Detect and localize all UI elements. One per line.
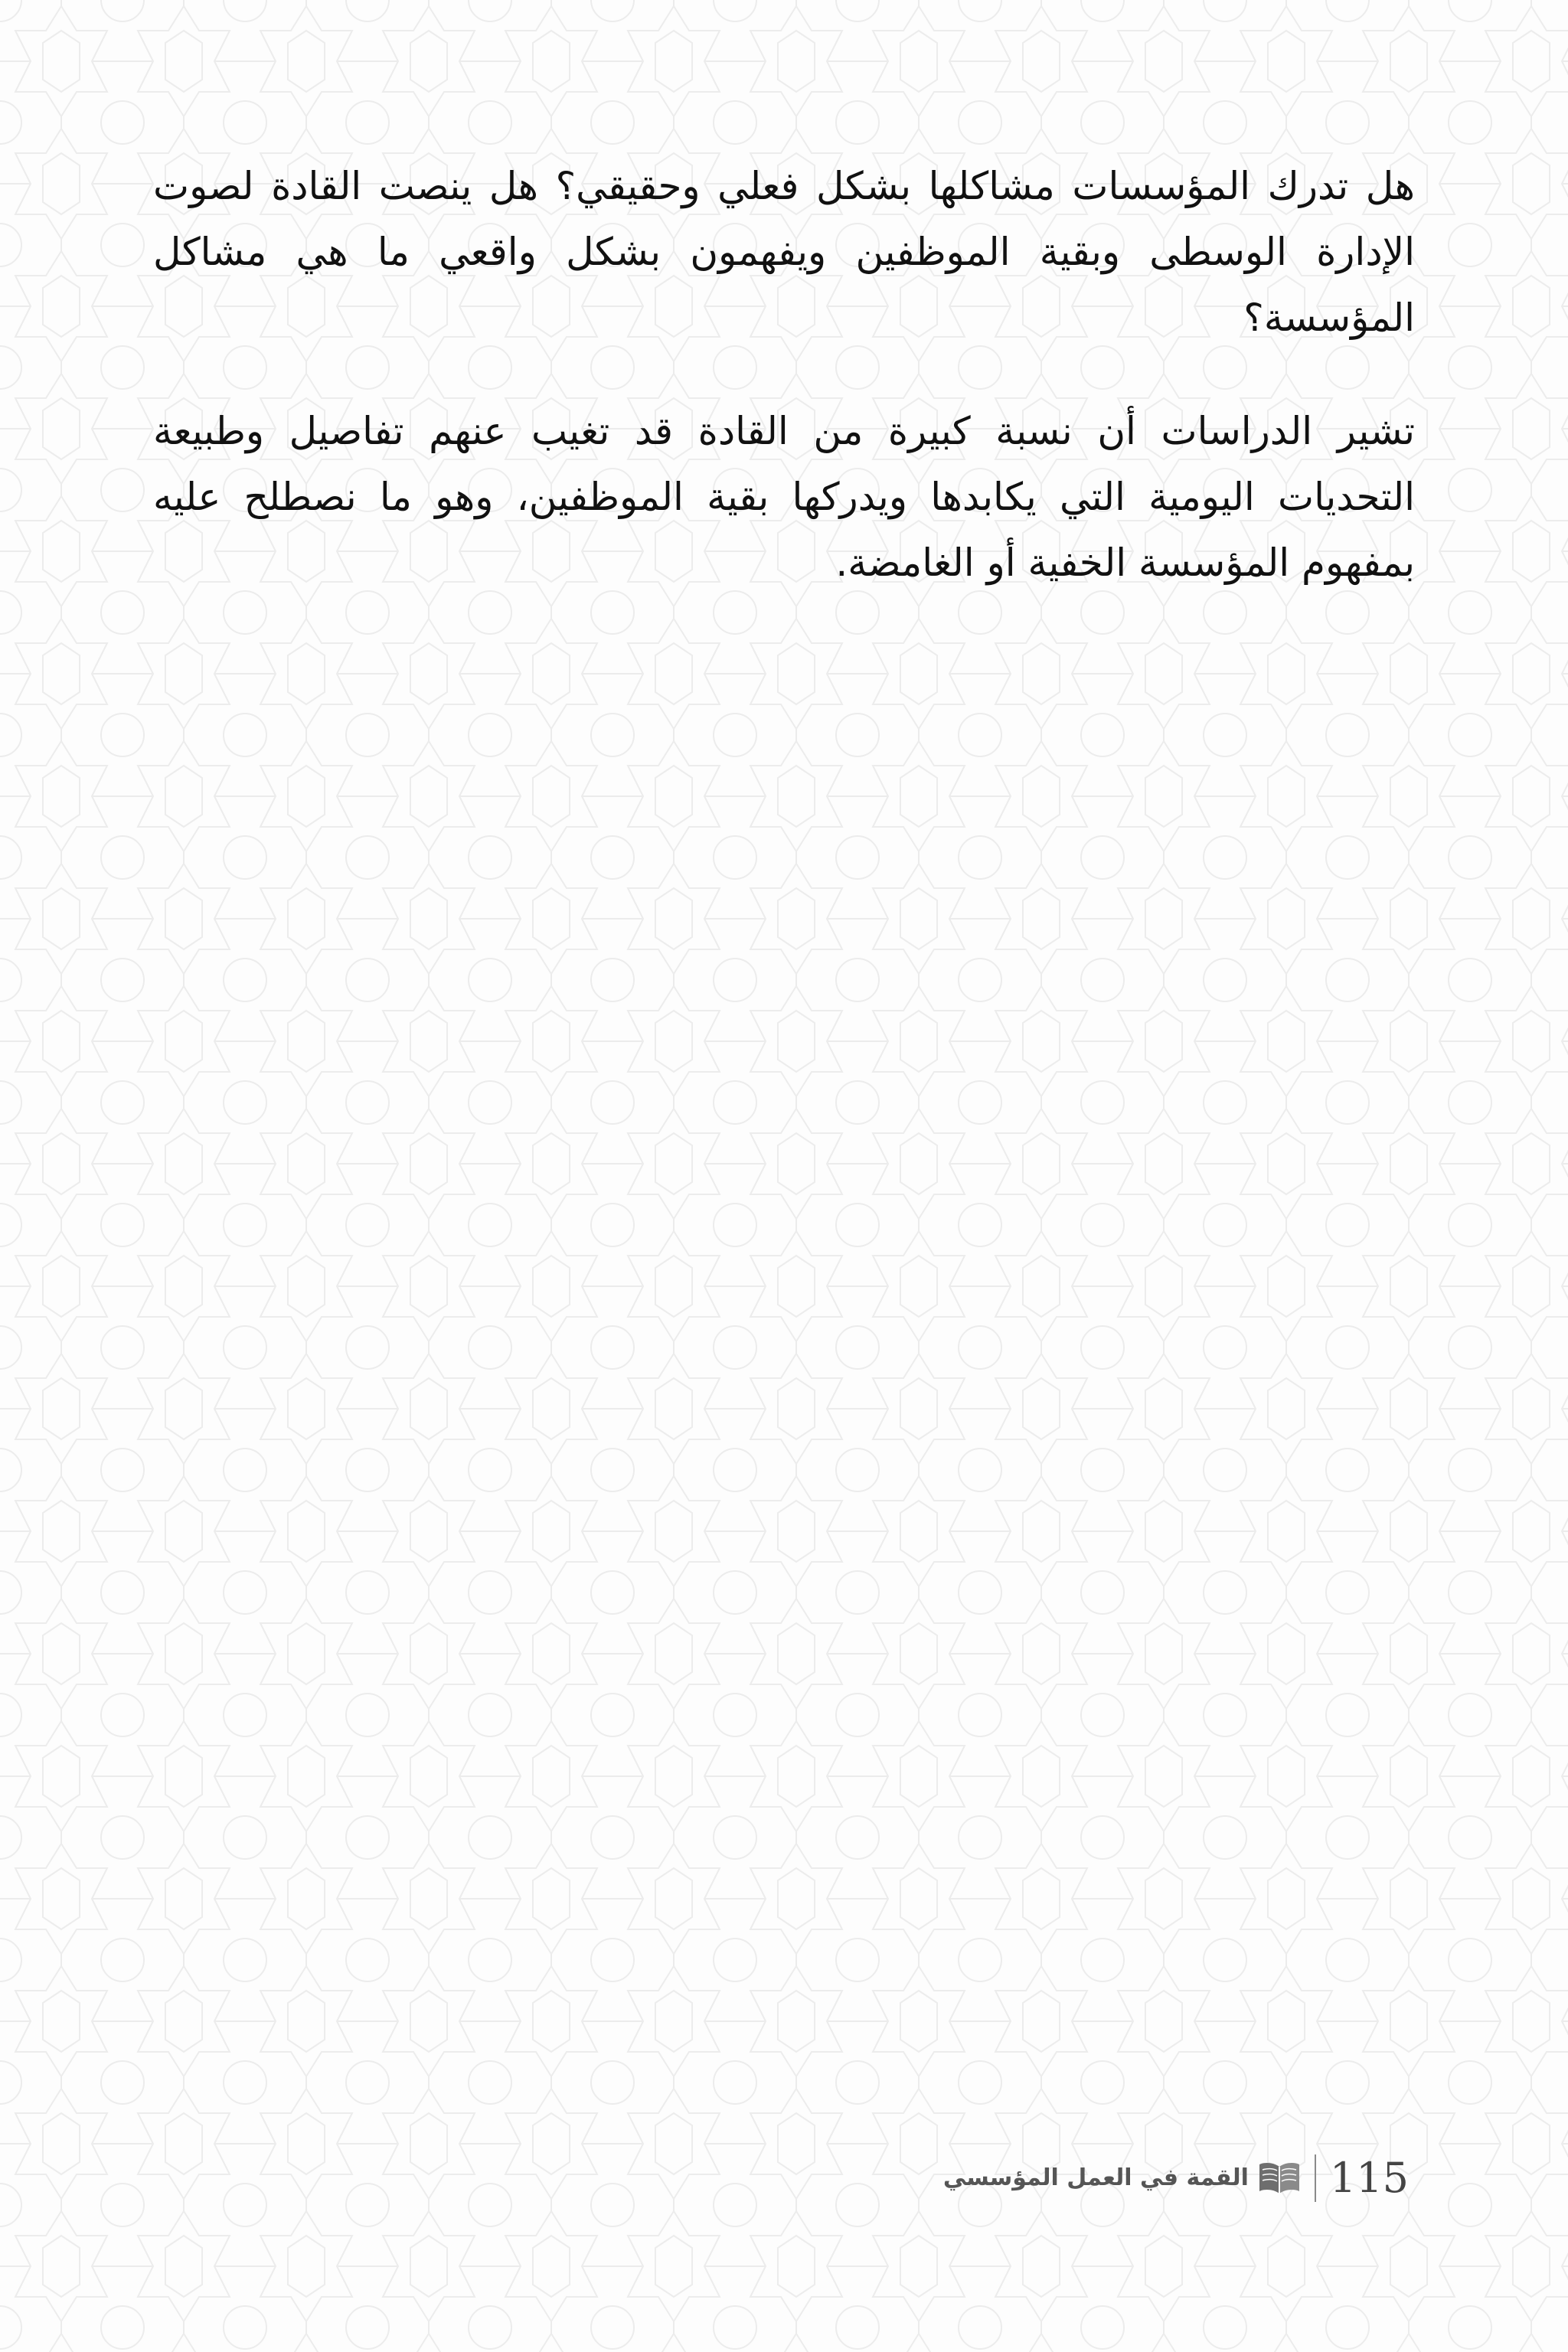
book-title: القمة في العمل المؤسسي <box>942 2164 1249 2191</box>
footer-divider <box>1315 2154 1316 2202</box>
page-body <box>153 153 1415 643</box>
open-book-icon <box>1256 2159 1302 2197</box>
paragraph-2: تشير الدراسات أن نسبة كبيرة من القادة قد تغيب عنهم تفاصيل وطبيعة التحديات اليومية التي يكابدها ويدركها بقية الموظفين، وهو ما نصطلح عليه بمفهوم المؤسسة الخفية أو الغامضة. <box>153 409 1415 585</box>
page-footer <box>943 2144 1409 2213</box>
paragraph-1: هل تدرك المؤسسات مشاكلها بشكل فعلي وحقيقي؟ هل ينصت القادة لصوت الإدارة الوسطى وبقية الموظفين ويفهمون بشكل واقعي ما هي مشاكل المؤسسة؟ <box>153 164 1415 340</box>
page-number: 115 <box>1329 2154 1409 2202</box>
